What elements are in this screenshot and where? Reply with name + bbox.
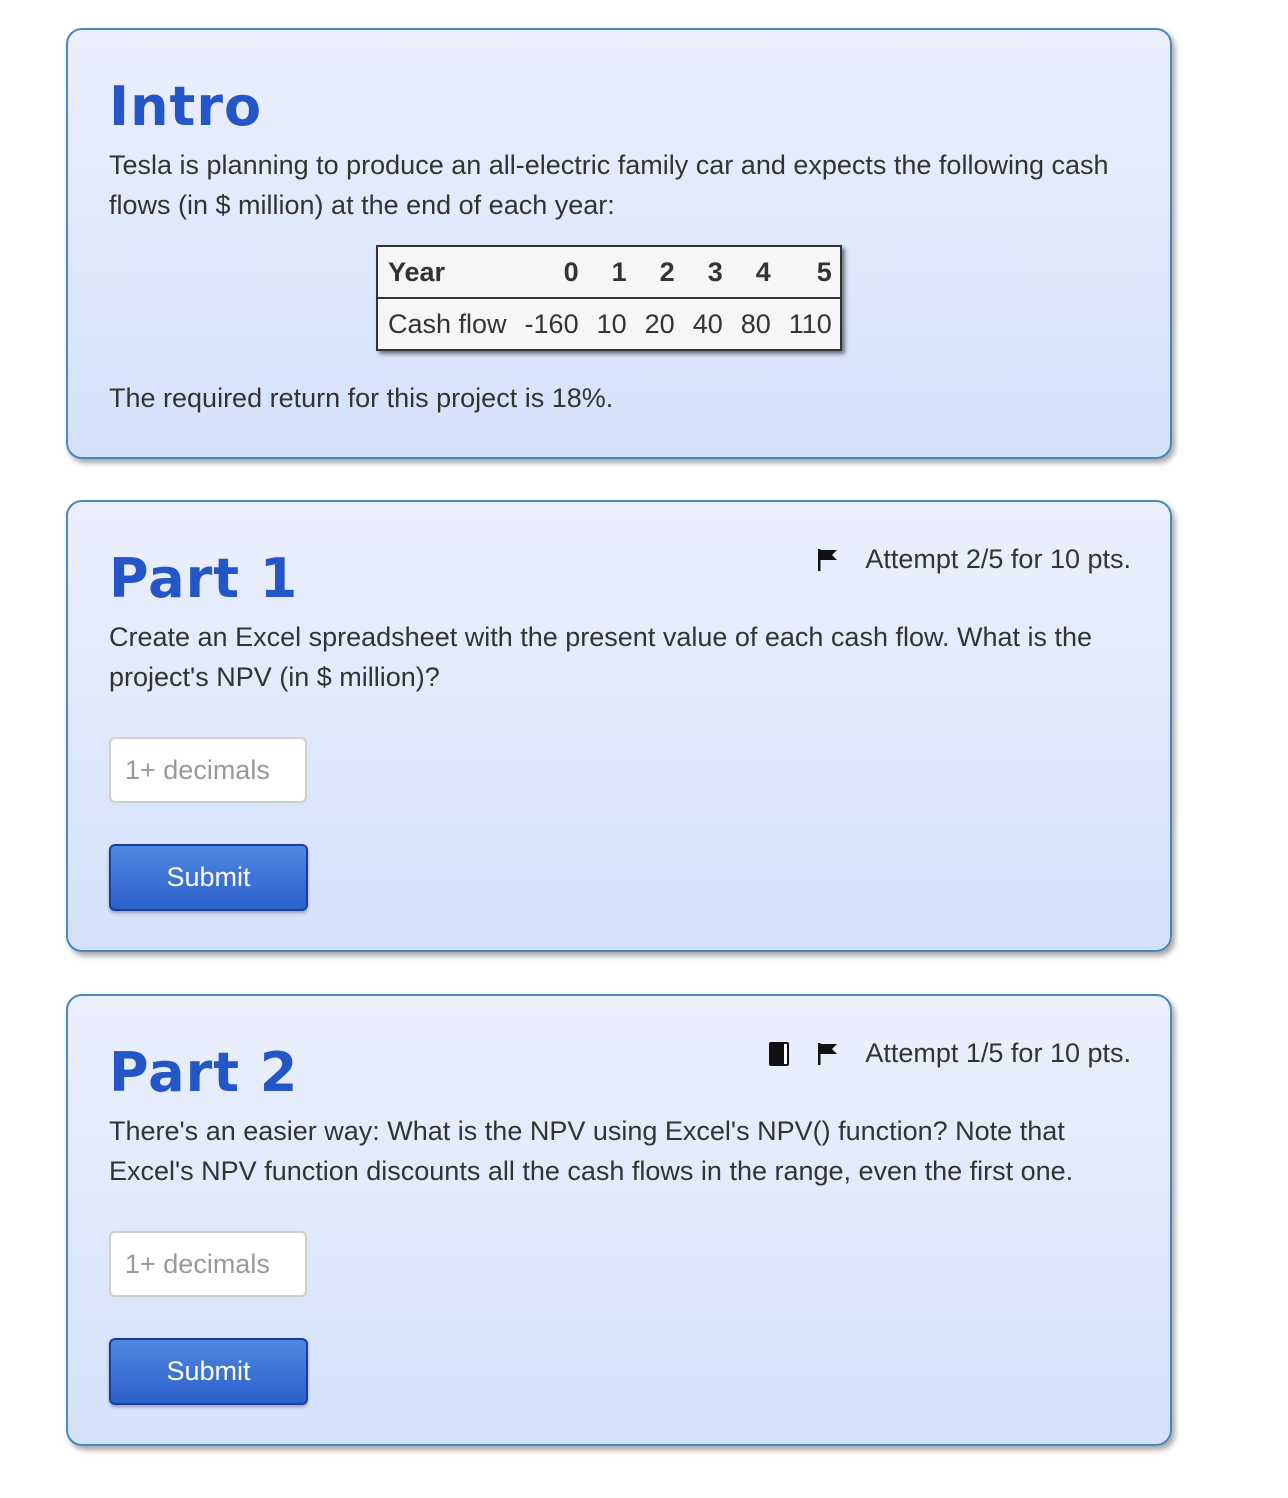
part1-question: Create an Excel spreadsheet with the present value of each cash flow. What is the project's NPV (in $ million)? <box>109 622 1093 692</box>
part1-submit-button[interactable]: Submit <box>109 844 308 911</box>
part1-card <box>66 500 1172 952</box>
intro-title: Intro <box>109 75 263 138</box>
part1-answer-input[interactable] <box>109 737 307 803</box>
year-cell: 5 <box>779 246 841 298</box>
cash-flow-label: Cash flow <box>388 308 507 339</box>
cash-flow-cell: 80 <box>740 308 771 339</box>
intro-card <box>66 28 1172 459</box>
part2-question: There's an easier way: What is the NPV using Excel's NPV() function? Note that Excel's NPV function discounts all the cash flows in the range, even the first one. <box>109 1116 1074 1186</box>
year-cell: 1 <box>587 246 635 298</box>
table-header-row <box>377 246 841 298</box>
cash-flow-cell: 110 <box>788 308 832 339</box>
cash-flow-table <box>376 245 842 351</box>
cash-flow-cell: 40 <box>692 308 723 339</box>
year-cell: 3 <box>683 246 731 298</box>
part2-submit-button[interactable]: Submit <box>109 1338 308 1405</box>
table-row <box>377 298 841 350</box>
flag-icon[interactable] <box>817 1042 839 1066</box>
attempt-text: Attempt 2/5 for 10 pts. <box>865 544 1131 574</box>
required-return-text: The required return for this project is 18%. <box>109 383 614 413</box>
part1-title: Part 1 <box>109 547 299 610</box>
part2-card <box>66 994 1172 1446</box>
cash-flow-cell: 10 <box>596 308 627 339</box>
part1-attempt-info <box>817 544 1131 575</box>
year-cell: 4 <box>731 246 779 298</box>
year-cell: 2 <box>635 246 683 298</box>
part2-answer-input[interactable] <box>109 1231 307 1297</box>
flag-icon[interactable] <box>817 548 839 572</box>
part2-title: Part 2 <box>109 1041 299 1104</box>
cash-flow-cell: -160 <box>524 308 579 339</box>
book-icon[interactable] <box>767 1041 791 1067</box>
attempt-text: Attempt 1/5 for 10 pts. <box>865 1038 1131 1068</box>
cash-flow-cell: 20 <box>644 308 675 339</box>
part2-attempt-info <box>767 1038 1131 1069</box>
year-header: Year <box>377 246 515 298</box>
year-cell: 0 <box>515 246 587 298</box>
intro-text: Tesla is planning to produce an all-electric family car and expects the following cash flows (in $ million) at the end of each year: <box>109 150 1109 220</box>
